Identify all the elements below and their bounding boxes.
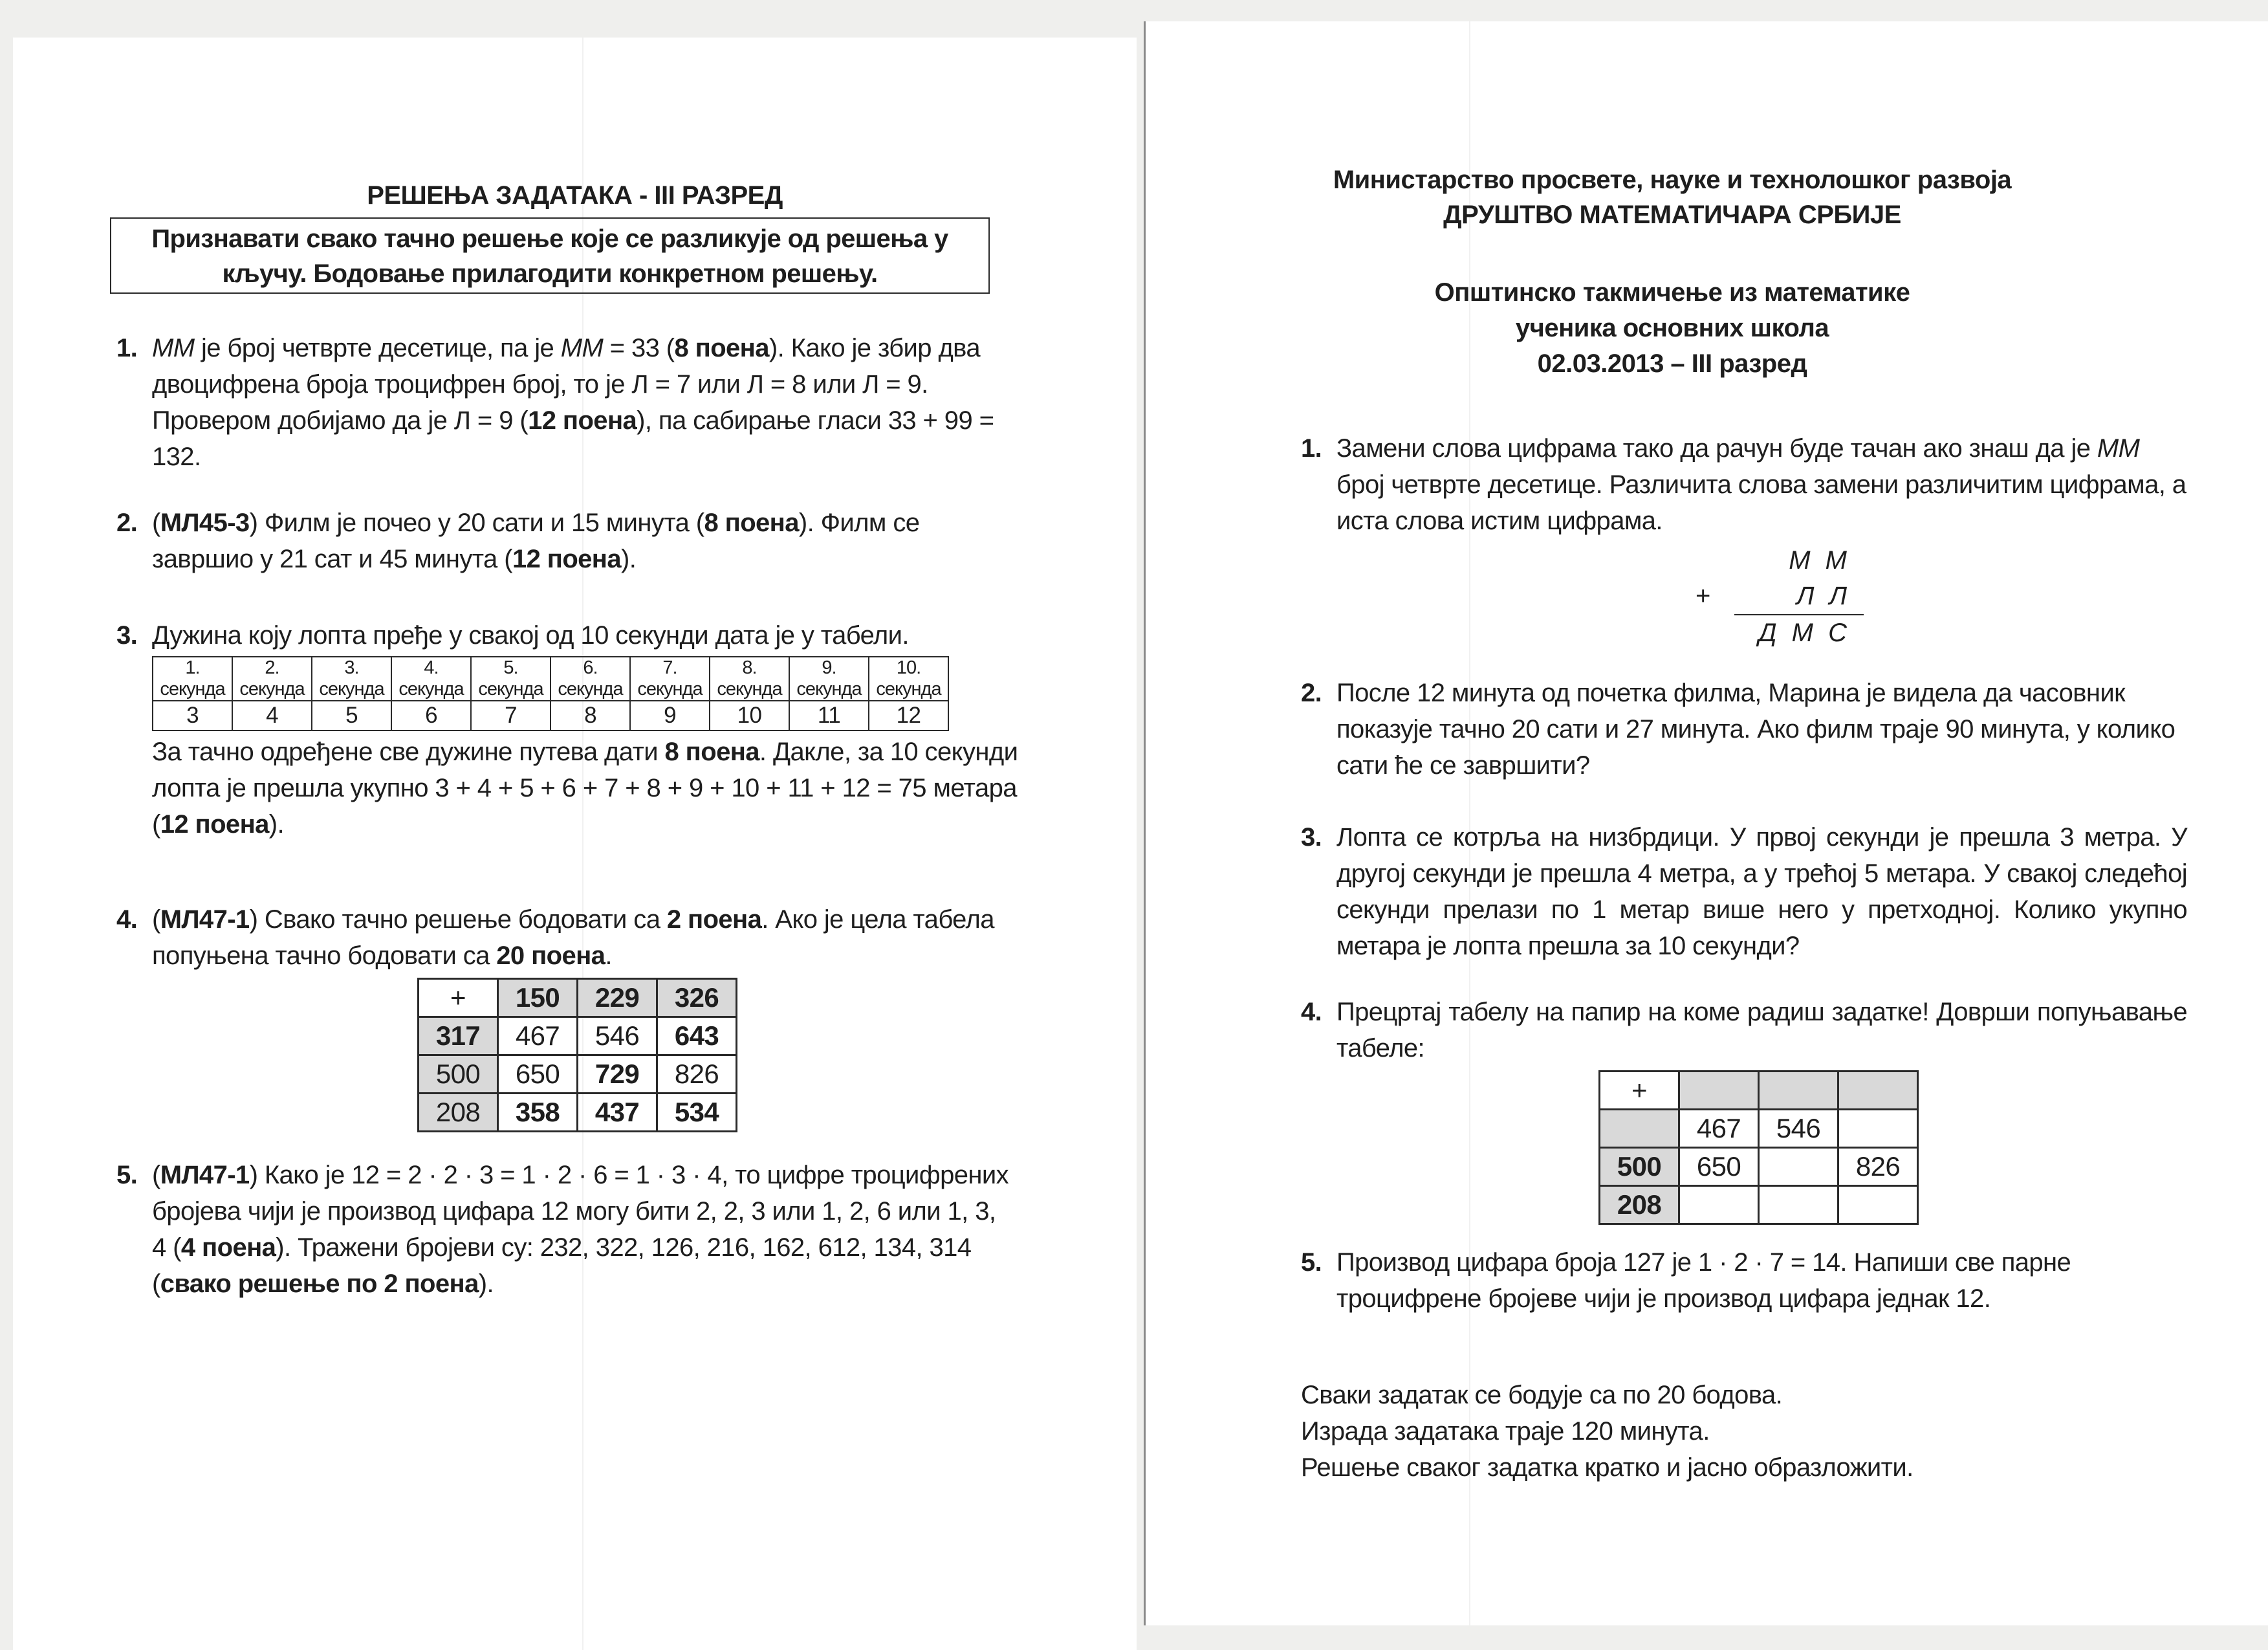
solution-1: [116, 330, 1009, 475]
operator-cell: +: [1600, 1072, 1679, 1110]
text-run: За тачно одређене све дужине путева дати: [152, 738, 665, 766]
addend-cell: [1838, 1072, 1918, 1110]
sum-cell: 826: [657, 1055, 737, 1094]
second-header-cell: [232, 657, 312, 701]
meters-cell: 3: [153, 701, 232, 731]
solution-text: [152, 734, 1022, 842]
second-header-cell: [710, 657, 789, 701]
text-run: = 33 (: [603, 334, 675, 362]
sum-cell: 643: [657, 1017, 737, 1055]
text-run: број четврте десетице. Различита слова замени различитим цифрама, а иста слова истим цифрама.: [1336, 470, 2186, 535]
second-unit: секунда: [796, 679, 862, 699]
notice-line-2: кључу. Бодовање прилагодити конкретном решењу.: [222, 259, 878, 288]
addend-cell: 500: [1600, 1148, 1679, 1186]
solution-text: [152, 901, 1009, 974]
meters-cell: 12: [869, 701, 948, 731]
problem-text: [1336, 430, 2187, 539]
solution-number: 1.: [116, 334, 138, 362]
bold-run: МЛ45-3: [160, 509, 250, 537]
second-header-cell: [869, 657, 948, 701]
instruction-duration: Израда задатака траје 120 минута.: [1301, 1417, 1710, 1446]
second-ordinal: 6.: [583, 657, 598, 678]
meters-cell: 5: [312, 701, 391, 731]
italic-run: ММ: [152, 334, 195, 362]
column-addition: [1696, 543, 1864, 651]
solution-3: [116, 617, 1022, 842]
addend-cell: 326: [657, 979, 737, 1017]
text-run: (: [152, 1161, 160, 1189]
notice-line-1: Признавати свако тачно решење које се разликује од решења у: [151, 225, 948, 253]
problem-text: [1336, 675, 2187, 784]
text-run: Прецртај табелу на папир на коме радиш задатке! Доврши попуњавање табеле:: [1336, 998, 2187, 1062]
italic-run: ММ: [560, 334, 604, 362]
second-ordinal: 1.: [185, 657, 200, 678]
bold-run: 8 поена: [664, 738, 759, 766]
addend-cell: 317: [419, 1017, 498, 1055]
second-unit: секунда: [558, 679, 623, 699]
seconds-header-row: [153, 657, 948, 701]
second-ordinal: 5.: [503, 657, 518, 678]
instructions: [1301, 1377, 1914, 1486]
sum-cell: [1759, 1148, 1838, 1186]
text-run: Производ цифара броја 127 је 1 · 2 · 7 = 14. Напиши све парне троцифрене бројеве чији је производ цифара једнак 12.: [1336, 1248, 2071, 1313]
addend-cell: [1759, 1072, 1838, 1110]
sum-cell: 546: [578, 1017, 657, 1055]
sum-cell: 546: [1759, 1110, 1838, 1148]
problem-1: [1301, 430, 2187, 651]
text-run: . Дакле, за 10 секунди лопта је прешла укупно 3 + 4 + 5 + 6 + 7 + 8 + 9 + 10 + 11 + 12 = 75 метара (: [152, 738, 1018, 839]
table-row: [1600, 1110, 1918, 1148]
second-header-cell: [391, 657, 471, 701]
second-unit: секунда: [239, 679, 305, 699]
text-run: Замени слова цифрама тако да рачун буде тачан ако знаш да је: [1336, 434, 2097, 463]
sum-result: Д М С: [1758, 619, 1851, 647]
meters-cell: 4: [232, 701, 312, 731]
table-row: [419, 1055, 737, 1094]
bold-run: 4 поена: [180, 1233, 276, 1262]
second-ordinal: 10.: [896, 657, 921, 678]
solution-number: 3.: [116, 621, 138, 650]
problem-number: 2.: [1301, 679, 1322, 707]
problems-page: [1144, 21, 2268, 1625]
table-row: [419, 1017, 737, 1055]
sum-cell: [1759, 1186, 1838, 1224]
second-ordinal: 8.: [742, 657, 757, 678]
table-row: [419, 1094, 737, 1132]
bold-run: свако решење по 2 поена: [160, 1270, 479, 1298]
solution-number: 5.: [116, 1161, 138, 1189]
students-heading: ученика основних школа: [1515, 314, 1829, 342]
sum-cell: 467: [1679, 1110, 1759, 1148]
text-run: ).: [268, 810, 285, 839]
meters-row: [153, 701, 948, 731]
bold-run: МЛ47-1: [160, 905, 250, 934]
table-row: [1600, 1148, 1918, 1186]
table-row: [419, 979, 737, 1017]
problem-text: [1336, 994, 2187, 1066]
meters-cell: 8: [551, 701, 630, 731]
competition-heading: Општинско такмичење из математике: [1434, 278, 1910, 307]
second-ordinal: 4.: [424, 657, 439, 678]
text-run: ). Филм се завршио у 21 сат и 45 минута (: [152, 509, 920, 573]
addend-1: М М: [1789, 546, 1851, 575]
society-heading: ДРУШТВО МАТЕМАТИЧАРА СРБИЈЕ: [1443, 201, 1901, 229]
problem-3: [1301, 819, 2187, 964]
addition-table-task: [1598, 1070, 1919, 1225]
second-ordinal: 7.: [662, 657, 677, 678]
text-run: ). Тражени бројеви су: 232, 322, 126, 216, 162, 612, 134, 314 (: [152, 1233, 972, 1298]
instruction-explain: Решење сваког задатка кратко и јасно образложити.: [1301, 1453, 1914, 1482]
second-header-cell: [789, 657, 869, 701]
solution-2: [116, 505, 1009, 577]
text-run: (: [152, 509, 160, 537]
sum-cell: [1838, 1110, 1918, 1148]
solutions-page: [13, 38, 1137, 1650]
second-header-cell: [312, 657, 391, 701]
meters-cell: 9: [630, 701, 710, 731]
second-header-cell: [630, 657, 710, 701]
second-ordinal: 2.: [265, 657, 279, 678]
bold-run: 12 поена: [160, 810, 269, 839]
instruction-scoring: Сваки задатак се бодује са по 20 бодова.: [1301, 1381, 1783, 1409]
problem-number: 4.: [1301, 998, 1322, 1026]
bold-run: 2 поена: [666, 905, 762, 934]
grading-notice-box: [110, 217, 990, 294]
bold-run: МЛ47-1: [160, 1161, 250, 1189]
sum-cell: 467: [498, 1017, 578, 1055]
problem-text: [1336, 819, 2187, 964]
text-run: ) Како је 12 = 2 · 2 · 3 = 1 · 2 · 6 = 1 · 3 · 4, то цифре троцифрених бројева чији је производ цифара 12 могу бити 2, 2, 3 или 1, 2, 6 или 1, 3, 4 (: [152, 1161, 1009, 1262]
date-grade-heading: 02.03.2013 – III разред: [1537, 349, 1807, 378]
text-run: ). Како је збир два двоцифрена броја троцифрен број, то је Л = 7 или Л = 8 или Л = 9. Провером добијамо да је Л = 9 (: [152, 334, 981, 435]
sum-cell: [1838, 1186, 1918, 1224]
second-unit: секунда: [876, 679, 941, 699]
bold-run: 12 поена: [512, 545, 622, 573]
text-run: После 12 минута од почетка филма, Марина је видела да часовник показује тачно 20 сати и 27 минута. Ако филм траје 90 минута, у колико сати ће се завршити?: [1336, 679, 2175, 780]
text-run: ).: [621, 545, 637, 573]
addition-table-answers: [417, 978, 737, 1132]
meters-cell: 7: [471, 701, 551, 731]
solution-number: 4.: [116, 905, 138, 934]
problem-number: 3.: [1301, 823, 1322, 852]
problem-number: 1.: [1301, 434, 1322, 463]
problem-4: [1301, 994, 2187, 1225]
bold-run: 20 поена: [496, 941, 605, 970]
text-run: ).: [478, 1270, 494, 1298]
solution-text: [152, 330, 1009, 475]
second-header-cell: [153, 657, 232, 701]
text-run: ) Филм је почео у 20 сати и 15 минута (: [249, 509, 704, 537]
italic-run: ММ: [2097, 434, 2140, 463]
meters-cell: 6: [391, 701, 471, 731]
bold-run: 12 поена: [528, 406, 637, 435]
second-ordinal: 9.: [822, 657, 836, 678]
text-run: ), па сабирање гласи 33 + 99 = 132.: [152, 406, 994, 471]
problem-5: [1301, 1244, 2187, 1317]
sum-cell: 650: [498, 1055, 578, 1094]
addend-cell: [1679, 1072, 1759, 1110]
table-row: [1600, 1072, 1918, 1110]
table-row: [1600, 1186, 1918, 1224]
problem-2: [1301, 675, 2187, 784]
addend-cell: 208: [419, 1094, 498, 1132]
seconds-distance-table: [152, 656, 949, 731]
addend-2: Л Л: [1796, 582, 1851, 610]
operator-cell: +: [419, 979, 498, 1017]
addend-cell: 229: [578, 979, 657, 1017]
second-ordinal: 3.: [344, 657, 359, 678]
sum-cell: 650: [1679, 1148, 1759, 1186]
sum-cell: [1679, 1186, 1759, 1224]
second-unit: секунда: [319, 679, 384, 699]
solution-4: [116, 901, 1009, 1132]
text-run: . Ако је цела табела попуњена тачно бодовати са: [152, 905, 994, 970]
meters-cell: 10: [710, 701, 789, 731]
solution-intro: Дужина коју лопта пређе у свакој од 10 секунди дата је у табели.: [152, 621, 909, 650]
addend-cell: 500: [419, 1055, 498, 1094]
addend-cell: 208: [1600, 1186, 1679, 1224]
solution-text: [152, 505, 1009, 577]
second-unit: секунда: [717, 679, 782, 699]
meters-cell: 11: [789, 701, 869, 731]
bold-run: 8 поена: [674, 334, 769, 362]
text-run: ) Свако тачно решење бодовати са: [249, 905, 667, 934]
text-run: .: [605, 941, 612, 970]
second-unit: секунда: [637, 679, 703, 699]
problem-number: 5.: [1301, 1248, 1322, 1277]
solution-number: 2.: [116, 509, 138, 537]
text-run: (: [152, 905, 160, 934]
second-header-cell: [471, 657, 551, 701]
second-unit: секунда: [160, 679, 225, 699]
plus-sign: +: [1696, 582, 1710, 610]
addend-cell: 150: [498, 979, 578, 1017]
addend-cell: [1600, 1110, 1679, 1148]
sum-cell: 534: [657, 1094, 737, 1132]
text-run: је број четврте десетице, па је: [194, 334, 561, 362]
sum-cell: 729: [578, 1055, 657, 1094]
solutions-title: РЕШЕЊА ЗАДАТАКА - III РАЗРЕД: [367, 181, 783, 210]
text-run: Лопта се котрља на низбрдици. У првој секунди је прешла 3 метра. У другој секунди је прешла 4 метра, а у трећој 5 метара. У свакој следећој секунди прелази по 1 метар више него у претходној. Колико укупно метара је лопта прешла за 10 секунди?: [1336, 823, 2187, 960]
sum-cell: 826: [1838, 1148, 1918, 1186]
second-unit: секунда: [398, 679, 464, 699]
second-header-cell: [551, 657, 630, 701]
solution-text: [152, 1157, 1009, 1302]
problem-text: [1336, 1244, 2187, 1317]
ministry-heading: Министарство просвете, науке и технолошког развоја: [1333, 166, 2012, 194]
sum-cell: 358: [498, 1094, 578, 1132]
sum-cell: 437: [578, 1094, 657, 1132]
solution-5: [116, 1157, 1009, 1302]
second-unit: секунда: [478, 679, 543, 699]
bold-run: 8 поена: [704, 509, 799, 537]
